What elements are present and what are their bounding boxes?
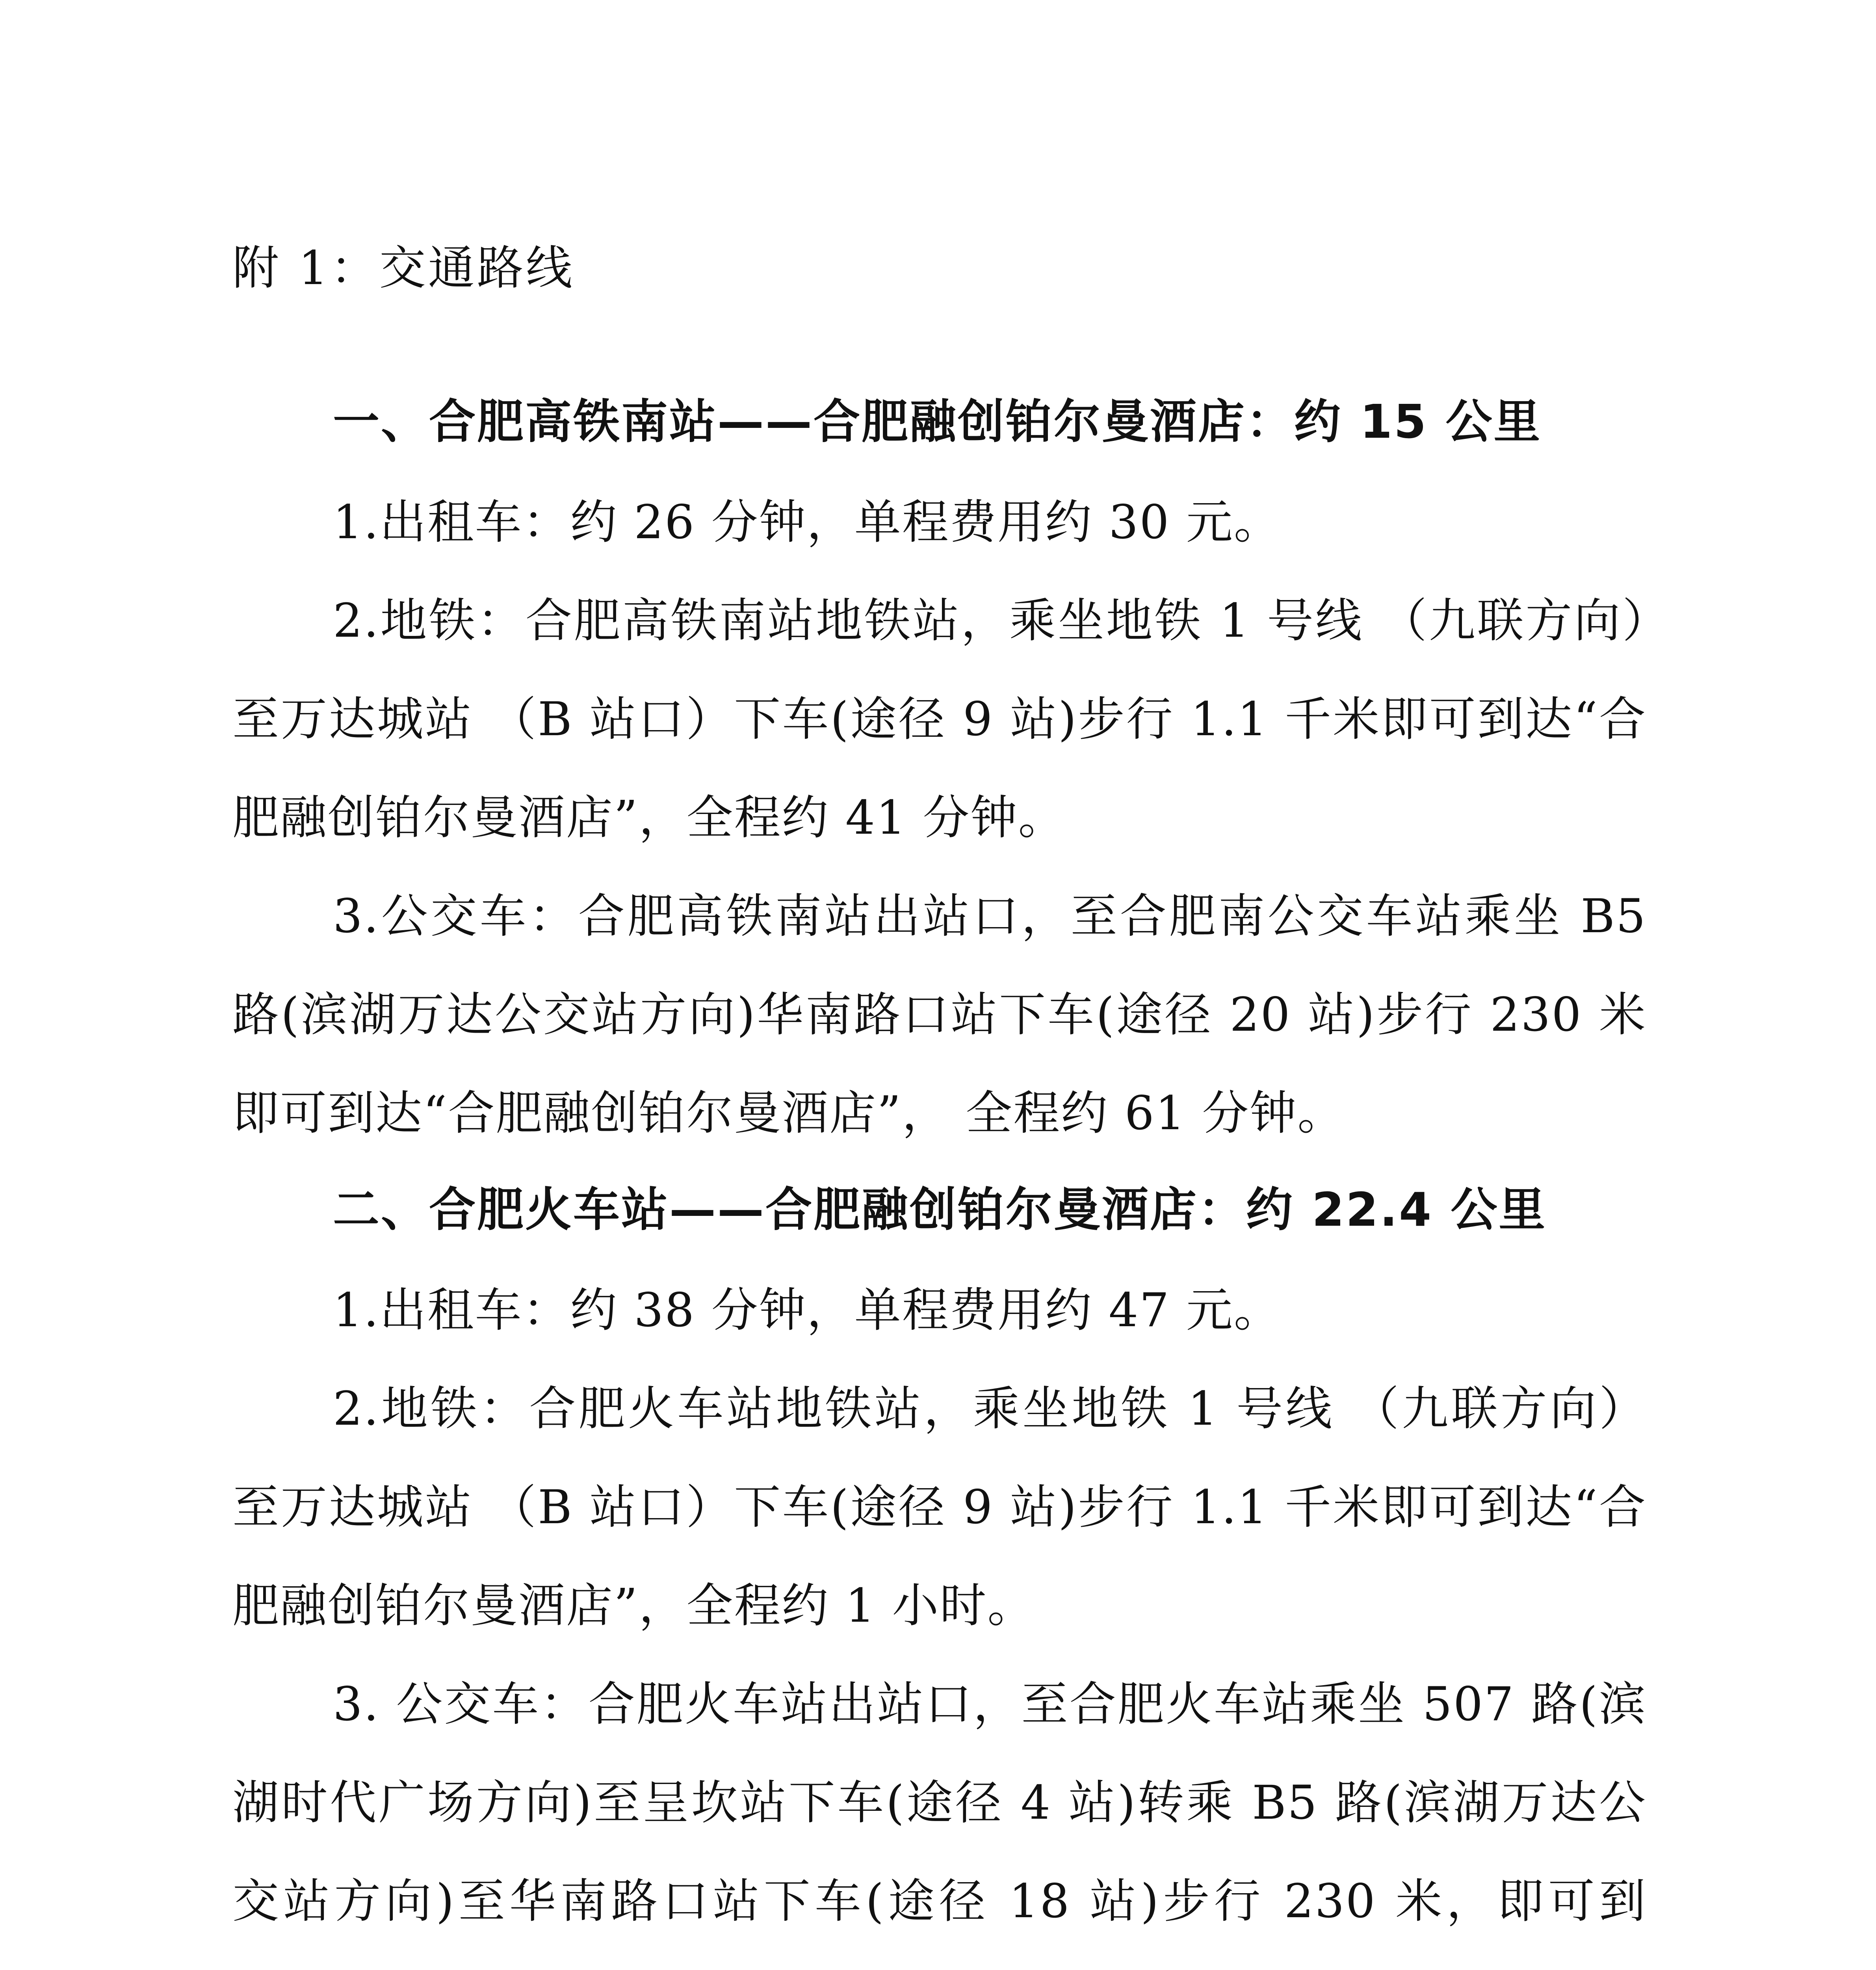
appendix-title: 附 1：交通路线 xyxy=(232,241,575,295)
section-heading-high-speed-rail-south: 一、合肥高铁南站——合肥融创铂尔曼酒店：约 15 公里 xyxy=(333,394,1542,449)
route-bus-paragraph: 3. 公交车：合肥火车站出站口，至合肥火车站乘坐 507 路(滨湖时代广场方向)至呈坎站下车(途径 4 站)转乘 B5 路(滨湖万达公交站方向)至华南路口站下车(途径 18 站)步行 230 米，即可到 xyxy=(232,1677,1647,1928)
route-taxi-paragraph: 1.出租车：约 26 分钟，单程费用约 30 元。 xyxy=(333,495,1282,549)
route-bus-paragraph: 3.公交车：合肥高铁南站出站口，至合肥南公交车站乘坐 B5 路(滨湖万达公交站方向)华南路口站下车(途径 20 站)步行 230 米即可到达“合肥融创铂尔曼酒店”， 全程约 61 分钟。 xyxy=(232,889,1647,1140)
route-metro-paragraph: 2.地铁：合肥火车站地铁站，乘坐地铁 1 号线 （九联方向） 至万达城站 （B 站口）下车(途径 9 站)步行 1.1 千米即可到达“合肥融创铂尔曼酒店”，全程约 1 小时。 xyxy=(232,1381,1647,1633)
route-taxi-paragraph: 1.出租车：约 38 分钟，单程费用约 47 元。 xyxy=(333,1283,1282,1337)
section-heading-railway-station: 二、合肥火车站——合肥融创铂尔曼酒店：约 22.4 公里 xyxy=(333,1182,1547,1237)
route-metro-paragraph: 2.地铁：合肥高铁南站地铁站，乘坐地铁 1 号线 （九联方向）至万达城站 （B 站口）下车(途径 9 站)步行 1.1 千米即可到达“合肥融创铂尔曼酒店”，全程约 41 分钟。 xyxy=(232,593,1647,845)
